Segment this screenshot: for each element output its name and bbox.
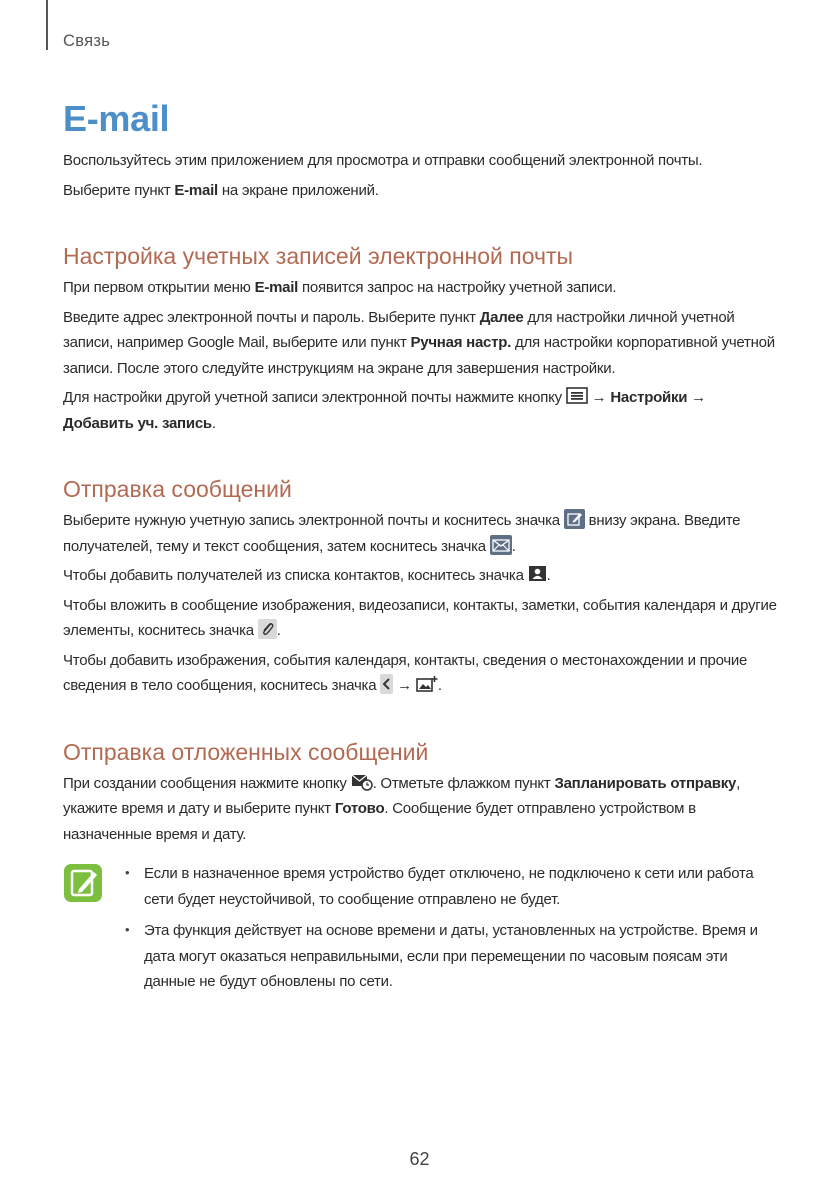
heading-sending-messages: Отправка сообщений — [63, 476, 292, 502]
note-item: • Если в назначенное время устройство будет отключено, не подключено к сети или работа сети будет неустойчивой, то сообщение отправлено не будет. — [122, 861, 778, 912]
compose-icon — [564, 509, 585, 529]
page-content — [63, 96, 778, 1001]
scheduled-paragraph: При создании сообщения нажмите кнопку . Отметьте флажком пункт Запланировать отправку, укажите время и дату и выберите пункт Готово. Сообщение будет отправлено устройством в назначенные время и дату. — [63, 771, 778, 848]
insert-image-icon — [416, 675, 438, 692]
send-paragraph-1: Выберите нужную учетную запись электронной почты и коснитесь значка внизу экрана. Введите получателей, тему и текст сообщения, затем коснитесь значка . — [63, 508, 778, 559]
page-number: 62 — [409, 1149, 430, 1169]
contacts-icon — [528, 565, 547, 582]
scheduled-send-icon — [351, 772, 373, 791]
note-item: • Эта функция действует на основе времени и даты, установленных на устройстве. Время и дата могут оказаться неправильными, если при перемещении по часовым поясам эти данные не будут обновлены по сети. — [122, 918, 778, 995]
menu-icon — [566, 387, 588, 404]
send-paragraph-2: Чтобы добавить получателей из списка контактов, коснитесь значка . — [63, 567, 551, 584]
header-rule — [46, 0, 48, 50]
note-icon — [63, 863, 103, 903]
heading-account-setup: Настройка учетных записей электронной почты — [63, 243, 574, 269]
page-title: E-mail — [63, 98, 170, 139]
heading-scheduled-messages: Отправка отложенных сообщений — [63, 738, 429, 765]
send-paragraph-4: Чтобы добавить изображения, события календаря, контакты, сведения о местонахождении и прочие сведения в тело сообщения, коснитесь значка → . — [63, 651, 748, 694]
intro-paragraph-1: Воспользуйтесь этим приложением для просмотра и отправки сообщений электронной почты. — [63, 152, 703, 169]
intro-paragraph-2: Выберите пункт E-mail на экране приложений. — [63, 181, 379, 199]
setup-paragraph-3: Для настройки другой учетной записи электронной почты нажмите кнопку → Настройки → Добавить уч. запись. — [63, 389, 706, 432]
section-label: Связь — [63, 32, 111, 50]
setup-paragraph-2: Введите адрес электронной почты и пароль. Выберите пункт Далее для настройки личной учетной записи, например Google Mail, выберите или пункт Ручная настр. для настройки корпоративной учетной записи. После этого следуйте инструкциям на экране для завершения настройки. — [63, 308, 775, 377]
send-paragraph-3: Чтобы вложить в сообщение изображения, видеозаписи, контакты, заметки, события календаря и другие элементы, коснитесь значка . — [63, 596, 777, 639]
attachment-icon — [258, 619, 277, 639]
chevron-left-icon — [380, 674, 393, 694]
send-icon — [490, 535, 512, 555]
setup-paragraph-1: При первом открытии меню E-mail появится запрос на настройку учетной записи. — [63, 279, 617, 296]
note-list — [122, 861, 778, 995]
note-block — [63, 861, 778, 995]
